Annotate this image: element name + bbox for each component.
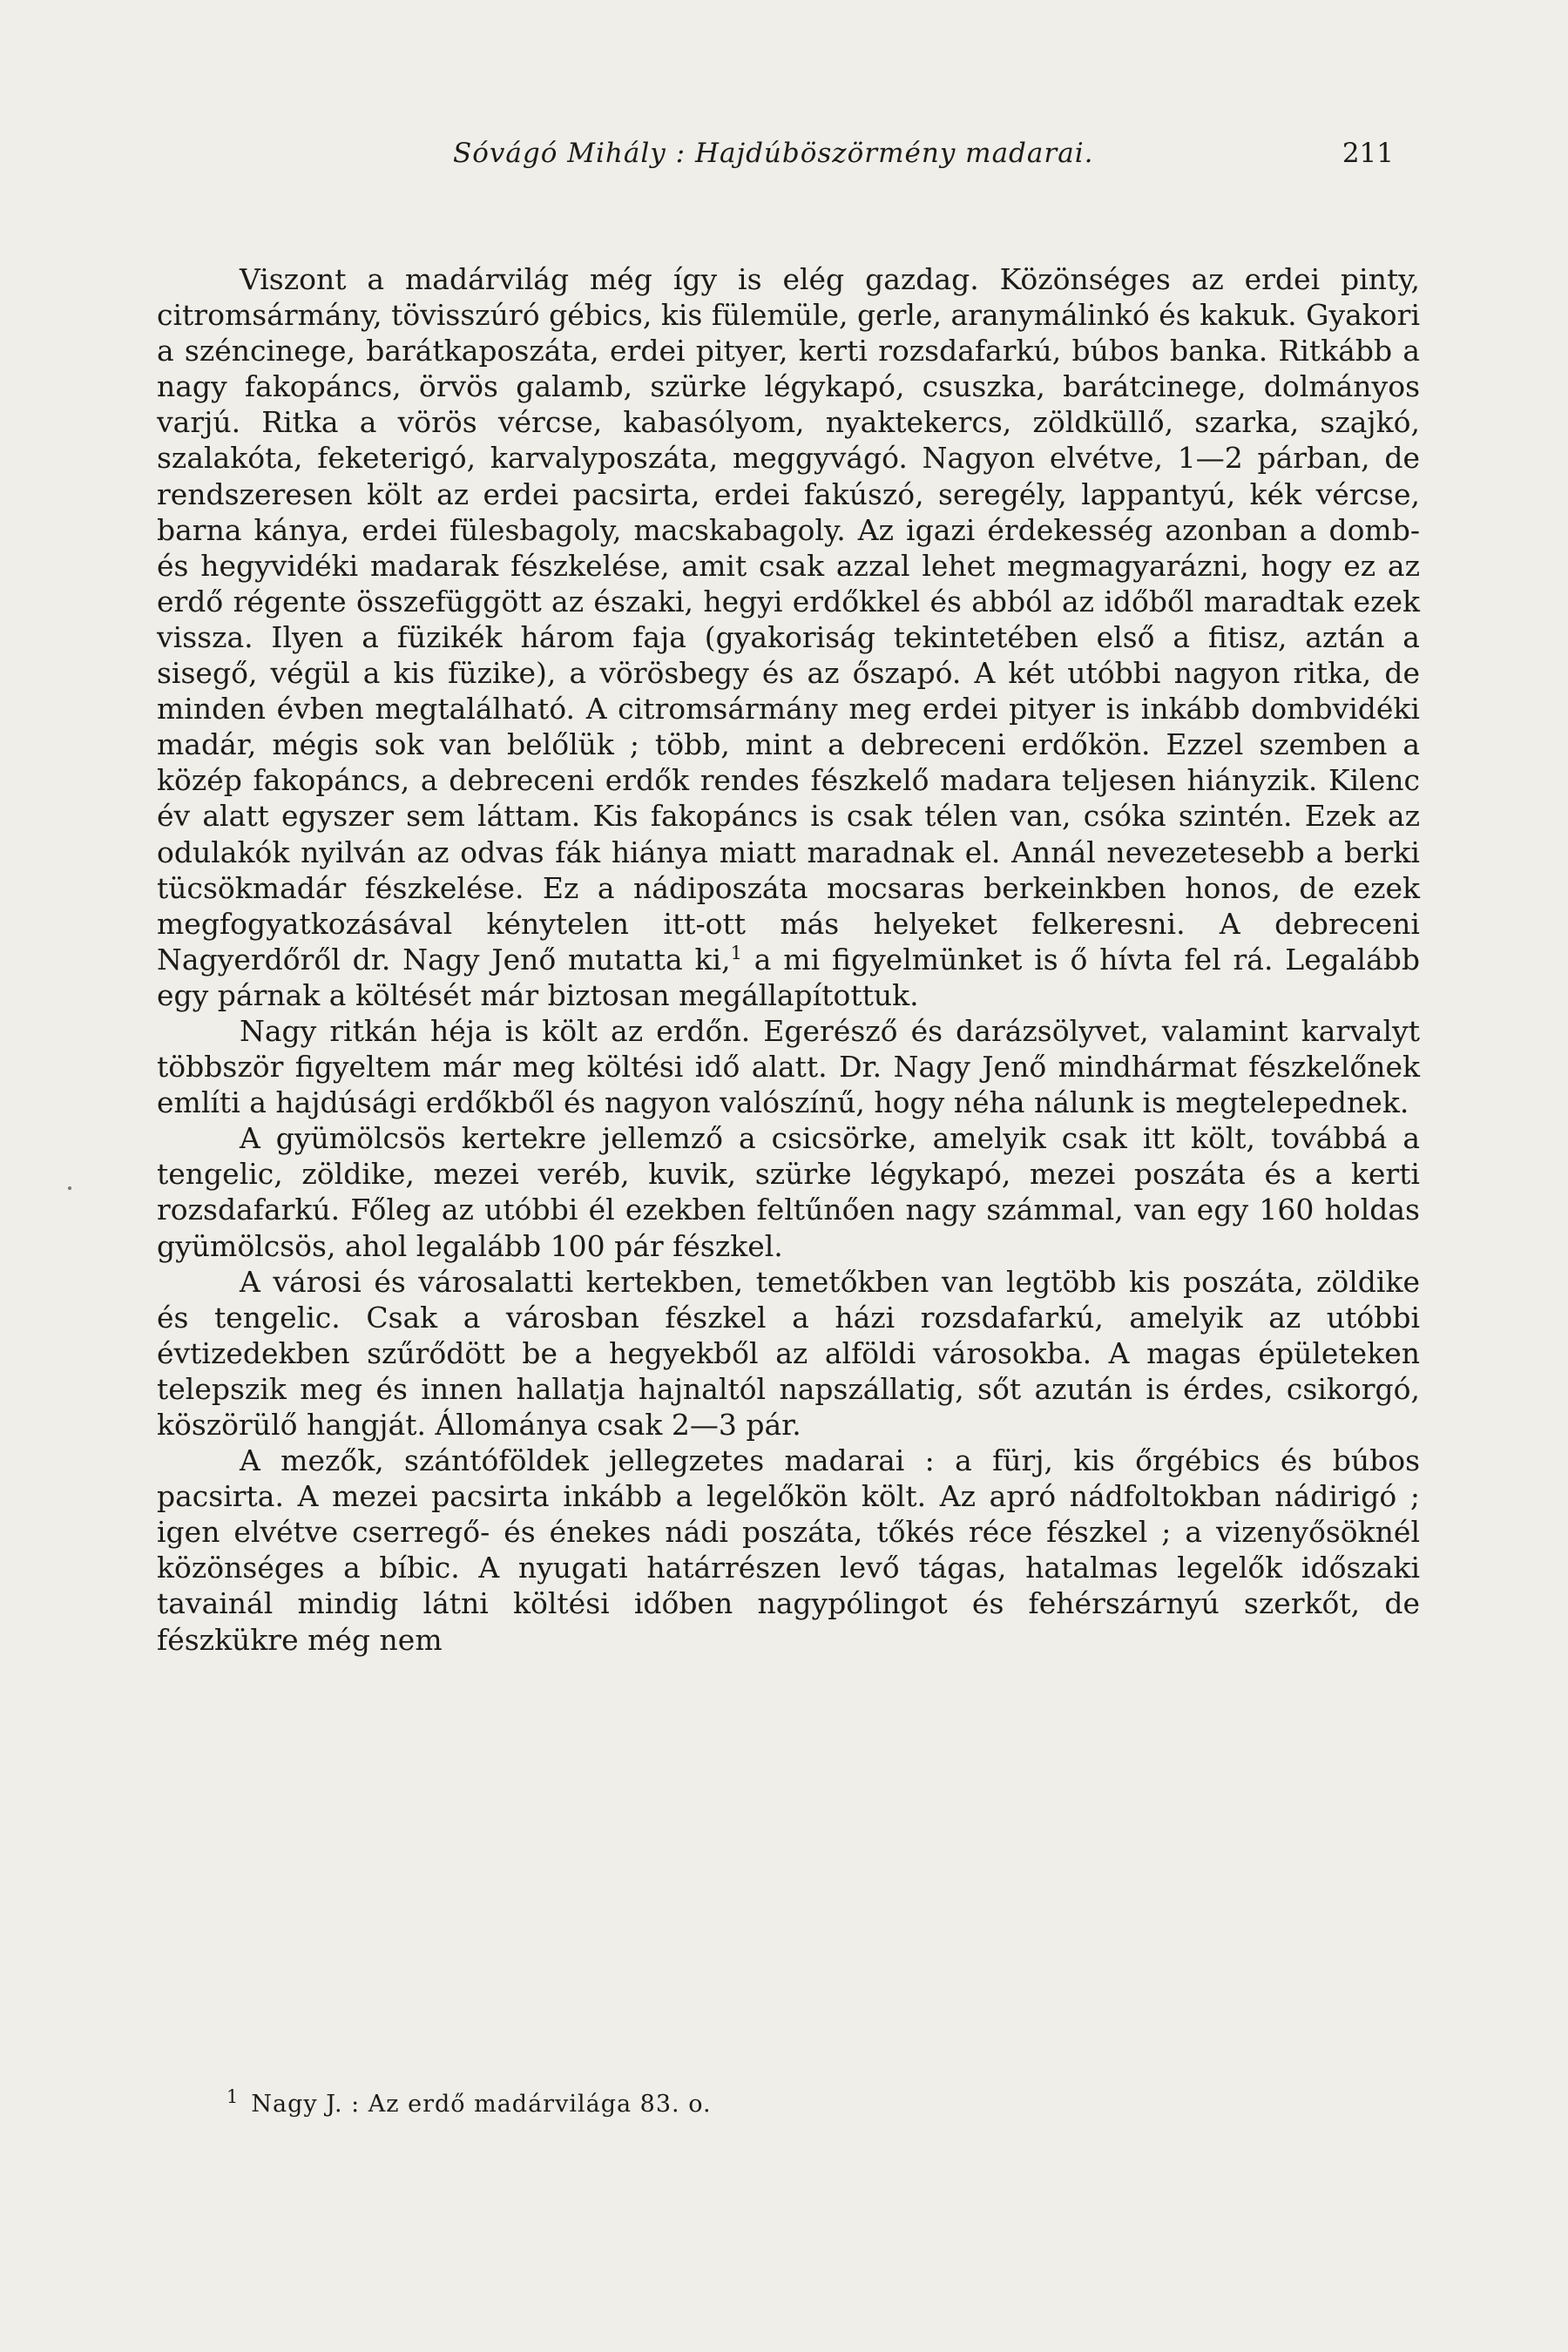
footnote-mark: 1 [226,2086,240,2107]
paragraph [157,1264,1420,1443]
footnote-text: Nagy J. : Az erdő madárvilága 83. o. [251,2091,712,2118]
paragraph-text: Viszont a madárvilág még így is elég gazdag. Közönséges az erdei pinty, citromsármány, tövisszúró gébics, kis fülemüle, gerle, aranymálinkó és kakuk. Gyakori a széncinege, barátkaposzáta, erdei pityer, kerti rozsdafarkú, búbos banka. Ritkább a nagy fakopáncs, örvös galamb, szürke légykapó, csuszka, barátcinege, dolmányos varjú. Ritka a vörös vércse, kabasólyom, nyaktekercs, zöldküllő, szarka, szajkó, szalakóta, feketerigó, karvalyposzáta, meggyvágó. Nagyon elvétve, 1—2 párban, de rendszeresen költ az erdei pacsirta, erdei fakúszó, seregély, lappantyú, kék vércse, barna kánya, erdei fülesbagoly, macskabagoly. Az igazi érdekesség azonban a domb- és hegyvidéki madarak fészkelése, amit csak azzal lehet megmagyarázni, hogy ez az erdő régente összefüggött az északi, hegyi erdőkkel és abból az időből maradtak ezek vissza. Ilyen a füzikék három faja (gyakoriság tekintetében első a fitisz, aztán a sisegő, végül a kis füzike), a vörösbegy és az őszapó. A két utóbbi nagyon ritka, de minden évben megtalálható. A citromsármány meg erdei pityer is inkább dombvidéki madár, mégis sok van belőlük ; több, mint a debreceni erdőkön. Ezzel szemben a közép fakopáncs, a debreceni erdők rendes fészkelő madara teljesen hiányzik. Kilenc év alatt egyszer sem láttam. Kis fakopáncs is csak télen van, csóka szintén. Ezek az odulakók nyilván az odvas fák hiánya miatt maradnak el. Annál nevezetesebb a berki tücsökmadár fészkelése. Ez a nádiposzáta mocsaras berkeinkben honos, de ezek megfogyatkozásával kénytelen itt-ott más helyeket felkeresni. A debreceni Nagyerdőről dr. Nagy Jenő mutatta ki, [157,262,1420,977]
paragraph [157,261,1420,1013]
running-header [453,138,1394,179]
paragraph [157,1013,1420,1120]
paper-speck [68,1186,71,1190]
paragraph-text: A mezők, szántóföldek jellegzetes madarai : a fürj, kis őrgébics és búbos pacsirta. A mezei pacsirta inkább a legelőkön költ. Az apró nádfoltokban nádirigó ; igen elvétve cserregő- és énekes nádi poszáta, tőkés réce fészkel ; a vizenyősöknél közönséges a bíbic. A nyugati határrészen levő tágas, hatalmas legelők időszaki tavainál mindig látni költési időben nagypólingot és fehérszárnyú szerkőt, de fészkükre még nem [157,1443,1420,1657]
body-text [157,261,1420,1658]
paragraph-text: A gyümölcsös kertekre jellemző a csicsörke, amelyik csak itt költ, továbbá a tengelic, zöldike, mezei veréb, kuvik, szürke légykapó, mezei poszáta és a kerti rozsdafarkú. Főleg az utóbbi él ezekben feltűnően nagy számmal, van egy 160 holdas gyümölcsös, ahol legalább 100 pár fészkel. [157,1121,1420,1263]
paragraph-text-continued: a mi figyelmünket is ő hívta fel rá. Legalább egy párnak a költését már biztosan megállapítottuk. [157,942,1421,1012]
paragraph [157,1120,1420,1263]
paragraph-text: Nagy ritkán héja is költ az erdőn. Egerésző és darázsölyvet, valamint karvalyt többször figyeltem már meg költési idő alatt. Dr. Nagy Jenő mindhármat fészkelőnek említi a hajdúsági erdőkből és nagyon valószínű, hogy néha nálunk is megtelepednek. [157,1013,1420,1120]
page-number: 211 [1342,138,1394,169]
footnote [226,2086,923,2118]
paragraph [157,1443,1420,1658]
running-title: Sóvágó Mihály : Hajdúböszörmény madarai. [453,138,1094,169]
paragraph-text: A városi és városalatti kertekben, temetőkben van legtöbb kis poszáta, zöldike és tengelic. Csak a városban fészkel a házi rozsdafarkú, amelyik az utóbbi évtizedekben szűrődött be a hegyekből az alföldi városokba. A magas épületeken telepszik meg és innen hallatja hajnaltól napszállatig, sőt azután is érdes, csikorgó, köszörülő hangját. Állománya csak 2—3 pár. [157,1264,1420,1442]
footnote-reference: 1 [730,942,742,963]
